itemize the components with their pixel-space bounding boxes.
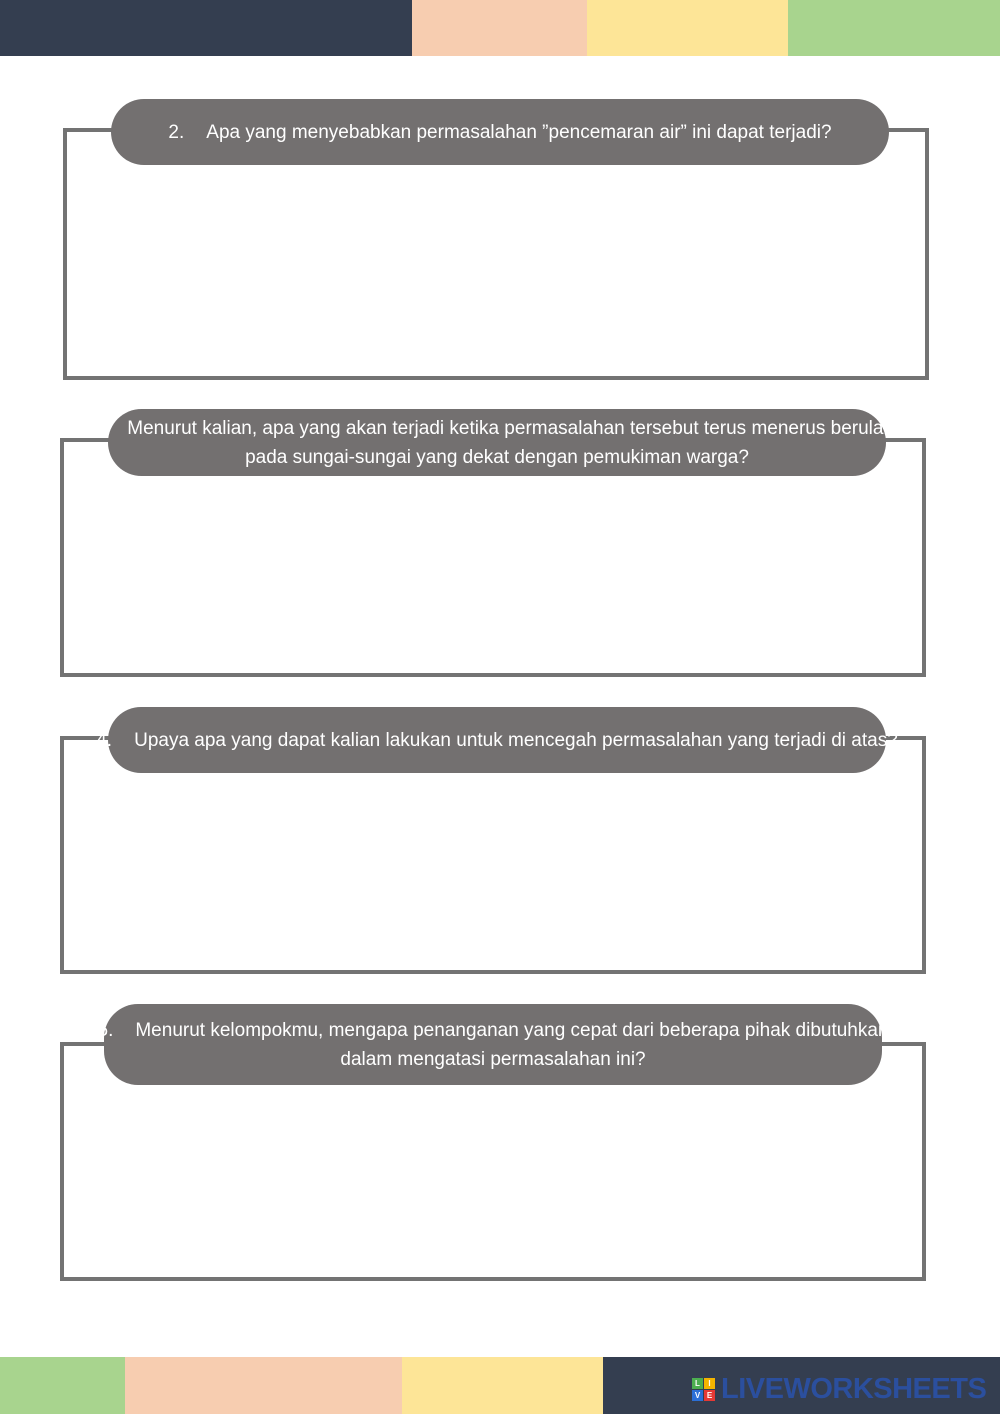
question-number: 3. bbox=[89, 417, 106, 439]
question-line bbox=[168, 118, 831, 147]
question-text: Apa yang menyebabkan permasalahan ”pencemaran air” ini dapat terjadi? bbox=[206, 121, 832, 143]
logo-text: LIVEWORKSHEETS bbox=[721, 1372, 987, 1405]
question-number: 5. bbox=[97, 1019, 114, 1041]
question-number: 4. bbox=[96, 729, 113, 751]
logo-letter: E bbox=[704, 1390, 715, 1401]
logo-letter: V bbox=[692, 1390, 703, 1401]
answer-box-q2[interactable] bbox=[63, 128, 929, 380]
question-pill-q3 bbox=[89, 409, 905, 476]
band-segment-peach bbox=[125, 1357, 402, 1414]
logo-letter: L bbox=[692, 1378, 703, 1389]
liveworksheets-logo[interactable] bbox=[692, 1374, 986, 1404]
band-segment-yellow bbox=[587, 0, 788, 56]
question-pill-q5 bbox=[97, 1004, 889, 1085]
question-line-2: pada sungai-sungai yang dekat dengan pemukiman warga? bbox=[245, 446, 749, 468]
band-segment-green bbox=[788, 0, 1000, 56]
question-text: Menurut kalian, apa yang akan terjadi ketika permasalahan tersebut terus menerus berulang bbox=[127, 417, 905, 439]
logo-mark-icon bbox=[692, 1378, 715, 1401]
band-segment-navy bbox=[0, 0, 412, 56]
question-line bbox=[96, 726, 898, 755]
band-segment-peach bbox=[412, 0, 587, 56]
question-line-2: dalam mengatasi permasalahan ini? bbox=[340, 1048, 646, 1070]
logo-letter: I bbox=[704, 1378, 715, 1389]
question-pill-q2 bbox=[111, 99, 889, 165]
question-line bbox=[98, 1016, 889, 1045]
question-pill-q4 bbox=[96, 707, 898, 773]
band-segment-yellow bbox=[402, 1357, 603, 1414]
question-text: Menurut kelompokmu, mengapa penanganan yang cepat dari beberapa pihak dibutuhkan bbox=[135, 1019, 889, 1041]
question-number: 2. bbox=[168, 121, 185, 143]
band-segment-green bbox=[0, 1357, 125, 1414]
question-text: Upaya apa yang dapat kalian lakukan untuk mencegah permasalahan yang terjadi di atas? bbox=[134, 729, 898, 751]
question-line bbox=[89, 414, 904, 443]
top-color-band bbox=[0, 0, 1000, 56]
